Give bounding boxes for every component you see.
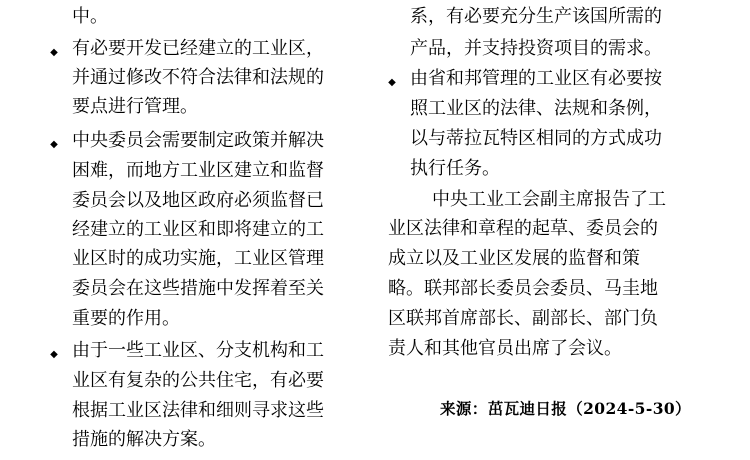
text-line: 以与蒂拉瓦特区相同的方式成功 [410, 128, 662, 149]
text-line: 中央工业工会副主席报告了工 [432, 189, 666, 210]
text-line: 重要的作用。 [72, 308, 180, 329]
bullet-icon: ◆ [388, 77, 396, 88]
text-line: 并通过修改不符合法律和法规的 [72, 67, 324, 88]
text-line: 业区有复杂的公共住宅，有必要 [72, 370, 324, 391]
bullet-icon: ◆ [50, 139, 58, 150]
source-citation: 来源：茁瓦迪日报（2024-5-30） [440, 399, 691, 418]
text-line: 中央委员会需要制定政策并解决 [72, 130, 324, 151]
text-line: 经建立的工业区和即将建立的工 [72, 219, 324, 240]
text-line: 责人和其他官员出席了会议。 [388, 338, 622, 359]
text-line: 略。联邦部长委员会委员、马圭地 [388, 278, 658, 299]
text-line: 要点进行管理。 [72, 96, 198, 117]
text-line: 困难，而地方工业区建立和监督 [72, 160, 324, 181]
text-line: 有必要开发已经建立的工业区， [72, 38, 324, 59]
text-line: 由于一些工业区、分支机构和工 [72, 340, 324, 361]
text-line: 委员会在这些措施中发挥着至关 [72, 278, 324, 299]
text-line: 成立以及工业区发展的监督和策 [388, 248, 640, 269]
text-line: 执行任务。 [410, 158, 500, 179]
text-line: 根据工业区法律和细则寻求这些 [72, 400, 324, 421]
text-line: 业区法律和章程的起草、委员会的 [388, 218, 658, 239]
text-line: 区联邦首席部长、副部长、部门负 [388, 308, 658, 329]
text-line: 委员会以及地区政府必须监督已 [72, 190, 324, 211]
bullet-icon: ◆ [50, 47, 58, 58]
text-line: 产品，并支持投资项目的需求。 [410, 38, 662, 59]
text-line: 中。 [72, 6, 108, 27]
text-line: 由省和邦管理的工业区有必要按 [410, 68, 662, 89]
text-line: 系，有必要充分生产该国所需的 [410, 6, 662, 27]
text-line: 措施的解决方案。 [72, 429, 216, 450]
text-line: 业区时的成功实施，工业区管理 [72, 248, 324, 269]
bullet-icon: ◆ [50, 349, 58, 360]
text-line: 照工业区的法律、法规和条例， [410, 98, 662, 119]
